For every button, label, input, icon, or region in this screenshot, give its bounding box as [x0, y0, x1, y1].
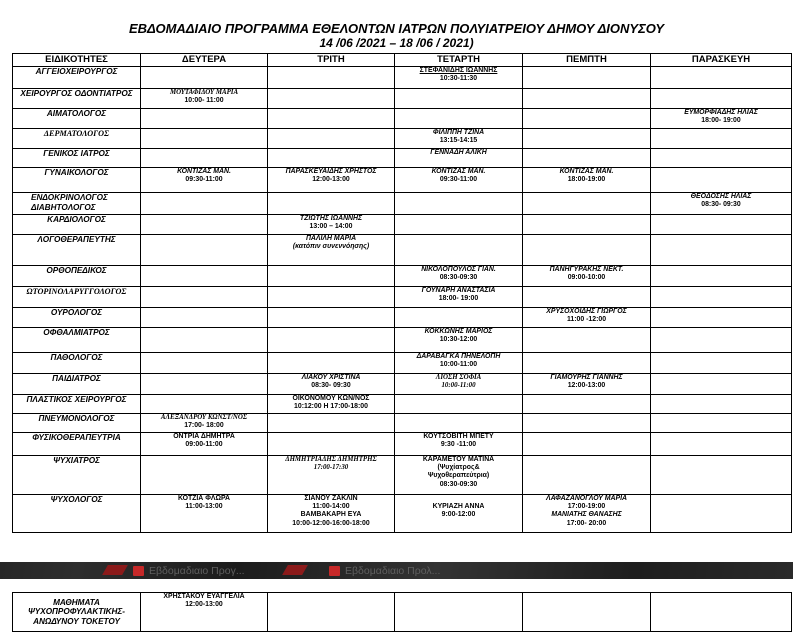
table-row	[13, 414, 792, 433]
schedule-cell	[395, 433, 523, 456]
schedule-cell	[523, 89, 651, 109]
specialty-cell: ΕΝΔΟΚΡΙΝΟΛΟΓΟΣ ΔΙΑΒΗΤΟΛΟΓΟΣ	[13, 193, 141, 215]
pdf-icon	[133, 566, 144, 576]
schedule-entry: 17:00-19:00	[567, 503, 606, 511]
schedule-entry: 13:15-14:15	[439, 137, 478, 145]
table-row	[13, 287, 792, 308]
schedule-cell	[523, 456, 651, 495]
schedule-entry: ΚΥΡΙΑΖΗ ΑΝΝΑ	[432, 503, 485, 511]
schedule-cell	[395, 495, 523, 533]
schedule-entry: 11:00-13:00	[185, 503, 223, 511]
specialty-cell: ΔΕΡΜΑΤΟΛΟΓΟΣ	[13, 129, 141, 149]
schedule-cell	[395, 593, 523, 632]
schedule-cell	[651, 308, 792, 328]
specialty-cell: ΟΥΡΟΛΟΓΟΣ	[13, 308, 141, 328]
schedule-cell	[523, 193, 651, 215]
schedule-cell	[651, 215, 792, 235]
schedule-entry	[396, 495, 521, 503]
schedule-entry: ΓΕΝΝΑΔΗ ΑΛΙΚΗ	[430, 149, 487, 156]
specialty-cell: ΠΑΙΔΙΑΤΡΟΣ	[13, 374, 141, 395]
schedule-cell	[523, 149, 651, 168]
schedule-cell	[523, 328, 651, 353]
schedule-cell	[523, 287, 651, 308]
specialty-line: ΑΝΩΔΥΝΟΥ ΤΟΚΕΤΟΥ	[33, 616, 120, 626]
header-specialties: ΕΙΔΙΚΟΤΗΤΕΣ	[13, 54, 141, 67]
pdf-icon	[329, 566, 340, 576]
schedule-cell	[523, 266, 651, 287]
schedule-cell	[268, 193, 395, 215]
schedule-cell	[395, 67, 523, 89]
schedule-cell	[523, 395, 651, 414]
schedule-entry: ΚΟΚΚΩΝΗΣ ΜΑΡΙΟΣ	[424, 328, 493, 335]
table-row	[13, 129, 792, 149]
specialty-cell: ΨΥΧΟΛΟΓΟΣ	[13, 495, 141, 533]
schedule-entry: ΓΟΥΝΑΡΗ ΑΝΑΣΤΑΣΙΑ	[421, 287, 496, 294]
specialty-cell: ΛΟΓΟΘΕΡΑΠΕΥΤΗΣ	[13, 235, 141, 266]
schedule-cell	[395, 168, 523, 193]
schedule-entry: 08:30- 09:30	[311, 382, 351, 390]
schedule-cell	[141, 109, 268, 129]
schedule-cell	[651, 109, 792, 129]
schedule-cell	[141, 89, 268, 109]
schedule-entry: 10:00-11:00	[441, 382, 476, 390]
table-row	[13, 374, 792, 395]
schedule-entry: 08:30- 09:30	[701, 201, 741, 209]
table-row	[13, 89, 792, 109]
schedule-entry: ΚΟΝΤΙΖΑΣ ΜΑΝ.	[431, 168, 486, 175]
taskbar-overlay	[0, 562, 793, 579]
schedule-cell	[268, 414, 395, 433]
schedule-cell	[395, 266, 523, 287]
taskbar-item[interactable]	[133, 564, 245, 577]
table-row	[13, 495, 792, 533]
header-thursday: ΠΕΜΠΤΗ	[523, 54, 651, 67]
schedule-entry: 17:00-17:30	[313, 464, 349, 472]
specialty-cell: ΦΥΣΙΚΟΘΕΡΑΠΕΥΤΡΙΑ	[13, 433, 141, 456]
schedule-cell	[141, 374, 268, 395]
schedule-cell	[523, 308, 651, 328]
schedule-entry: ΤΖΙΩΤΗΣ ΙΩΑΝΝΗΣ	[299, 215, 363, 222]
specialty-line: ΨΥΧΟΠΡΟΦΥΛΑΚΤΙΚΗΣ-	[27, 607, 126, 617]
schedule-cell	[651, 593, 792, 632]
schedule-entry: ΛΙΑΚΟΥ ΧΡΙΣΤΙΝΑ	[301, 374, 361, 381]
schedule-entry: (κατόπιν συνεννόησης)	[292, 243, 370, 251]
schedule-cell	[395, 89, 523, 109]
specialty-cell: ΨΥΧΙΑΤΡΟΣ	[13, 456, 141, 495]
schedule-entry: ΟΙΚΟΝΟΜΟΥ ΚΩΝ/ΝΟΣ	[292, 395, 370, 402]
schedule-cell	[651, 495, 792, 533]
schedule-cell	[141, 168, 268, 193]
schedule-cell	[268, 433, 395, 456]
table-row	[13, 266, 792, 287]
table-header-row	[13, 54, 792, 67]
schedule-cell	[651, 129, 792, 149]
schedule-cell	[268, 109, 395, 129]
schedule-entry: ΛΙΟΣΗ ΣΟΦΙΑ	[435, 374, 482, 381]
schedule-entry: 10:00-12:00-16:00-18:00	[292, 519, 370, 527]
schedule-cell	[141, 215, 268, 235]
schedule-cell	[651, 433, 792, 456]
table-row	[13, 395, 792, 414]
schedule-cell	[268, 308, 395, 328]
specialty-cell: ΟΦΘΑΛΜΙΑΤΡΟΣ	[13, 328, 141, 353]
schedule-entry: 09:00-11:00	[185, 441, 223, 449]
schedule-cell	[523, 235, 651, 266]
schedule-entry: ΝΙΚΟΛΟΠΟΥΛΟΣ ΓΙΑΝ.	[421, 266, 496, 273]
schedule-cell	[395, 456, 523, 495]
schedule-entry: ΠΑΡΑΣΚΕΥΑΙΔΗΣ ΧΡΗΣΤΟΣ	[285, 168, 377, 175]
specialty-cell: ΟΡΘΟΠΕΔΙΚΟΣ	[13, 266, 141, 287]
schedule-entry: 08:30-09:30	[439, 480, 478, 488]
schedule-cell	[141, 593, 268, 632]
header-friday: ΠΑΡΑΣΚΕΥΗ	[651, 54, 792, 67]
table-row	[13, 235, 792, 266]
schedule-cell	[141, 495, 268, 533]
schedule-cell	[141, 395, 268, 414]
schedule-entry: ΛΑΦΑΖΑΝΟΓΛΟΥ ΜΑΡΙΑ	[546, 495, 627, 502]
schedule-entry: 13:00 – 14:00	[309, 223, 353, 231]
schedule-entry: ΔΑΡΑΒΑΓΚΑ ΠΗΝΕΛΟΠΗ	[416, 353, 501, 360]
schedule-cell	[141, 414, 268, 433]
schedule-cell	[395, 235, 523, 266]
schedule-cell	[651, 374, 792, 395]
schedule-cell	[268, 395, 395, 414]
header-monday: ΔΕΥΤΕΡΑ	[141, 54, 268, 67]
schedule-entry: 18:00-19:00	[567, 176, 606, 184]
schedule-entry: Ψυχοθεραπεύτρια)	[427, 472, 490, 480]
schedule-cell	[395, 215, 523, 235]
schedule-cell	[523, 353, 651, 374]
schedule-cell	[141, 456, 268, 495]
schedule-entry: ΔΗΜΗΤΡΙΑΔΗΣ ΔΗΜΗΤΡΗΣ	[285, 456, 377, 463]
schedule-entry: 9:00-12:00	[441, 511, 476, 519]
table-row	[13, 433, 792, 456]
schedule-cell	[651, 266, 792, 287]
schedule-cell	[141, 287, 268, 308]
schedule-cell	[523, 593, 651, 632]
date-range: 14 /06 /2021 – 18 /06 / 2021)	[319, 36, 474, 50]
taskbar-item-label: Εβδομαδιαιο Προγ...	[149, 564, 245, 577]
specialty-cell: ΑΙΜΑΤΟΛΟΓΟΣ	[13, 109, 141, 129]
specialty-cell: ΠΑΘΟΛΟΓΟΣ	[13, 353, 141, 374]
schedule-cell	[523, 495, 651, 533]
schedule-entry: 17:00- 18:00	[184, 422, 224, 430]
specialty-cell: ΑΓΓΕΙΟΧΕΙΡΟΥΡΓΟΣ	[13, 67, 141, 89]
specialty-cell: ΩΤΟΡΙΝΟΛΑΡΥΓΓΟΛΟΓΟΣ	[13, 287, 141, 308]
table-row	[13, 215, 792, 235]
schedule-entry: ΘΕΟΔΟΣΗΣ ΗΛΙΑΣ	[690, 193, 752, 200]
table-row	[13, 456, 792, 495]
schedule-cell	[268, 266, 395, 287]
schedule-entry: ΦΙΛΙΠΠΗ ΤΖΙΝΑ	[432, 129, 485, 136]
schedule-cell	[268, 593, 395, 632]
schedule-cell	[268, 353, 395, 374]
schedule-cell	[141, 149, 268, 168]
schedule-cell	[268, 495, 395, 533]
schedule-entry: ΚΑΡΑΜΕΤΟΥ ΜΑΤΙΝΑ	[422, 456, 495, 463]
schedule-entry: ΟΝΤΡΙΑ ΔΗΜΗΤΡΑ	[173, 433, 235, 440]
schedule-entry: ΕΥΜΟΡΦΙΑΔΗΣ ΗΛΙΑΣ	[684, 109, 758, 116]
table-row	[13, 109, 792, 129]
schedule-entry: 10:00- 11:00	[184, 97, 224, 105]
schedule-cell	[523, 374, 651, 395]
schedule-cell	[268, 129, 395, 149]
schedule-entry: 09:00-10:00	[567, 274, 606, 282]
schedule-cell	[268, 149, 395, 168]
schedule-entry: 18:00- 19:00	[438, 295, 479, 303]
taskbar-item[interactable]	[329, 564, 440, 577]
schedule-cell	[523, 67, 651, 89]
schedule-entry: 12:00-13:00	[567, 382, 606, 390]
schedule-entry: ΧΡΥΣΟΧΟΙΔΗΣ ΓΙΩΡΓΟΣ	[546, 308, 627, 315]
special-classes-table	[12, 592, 792, 632]
schedule-cell	[141, 266, 268, 287]
schedule-entry: ΠΑΛΙΛΗ ΜΑΡΙΑ	[305, 235, 357, 242]
schedule-cell	[395, 374, 523, 395]
schedule-cell	[395, 353, 523, 374]
schedule-cell	[141, 433, 268, 456]
schedule-entry: ΣΙΑΝΟΥ ΖΑΚΛΙΝ	[304, 495, 358, 502]
special-classes-body	[13, 593, 792, 632]
schedule-entry: ΚΟΥΤΣΟΒΙΤΗ ΜΠΕΤΥ	[423, 433, 494, 440]
schedule-entry: (Ψυχίατρος&	[437, 464, 480, 472]
schedule-cell	[651, 168, 792, 193]
schedule-cell	[268, 235, 395, 266]
schedule-cell	[651, 353, 792, 374]
schedule-body	[13, 67, 792, 533]
schedule-entry: 12:00-13:00	[312, 176, 350, 184]
specialty-cell: ΓΕΝΙΚΟΣ ΙΑΤΡΟΣ	[13, 149, 141, 168]
schedule-cell	[268, 456, 395, 495]
table-row	[13, 193, 792, 215]
schedule-entry: 10:00-11:00	[439, 361, 478, 369]
schedule-cell	[651, 287, 792, 308]
schedule-cell	[523, 433, 651, 456]
schedule-cell	[395, 109, 523, 129]
table-row	[13, 328, 792, 353]
schedule-cell	[395, 395, 523, 414]
schedule-entry: 12:00-13:00	[185, 601, 223, 609]
taskbar-item-label: Εβδομαδιαιο Προλ...	[345, 564, 441, 577]
schedule-cell	[651, 149, 792, 168]
schedule-cell	[141, 235, 268, 266]
schedule-entry: 18:00- 19:00	[701, 117, 741, 125]
schedule-cell	[395, 129, 523, 149]
table-row	[13, 67, 792, 89]
specialty-cell	[13, 593, 141, 632]
schedule-cell	[141, 308, 268, 328]
page-title: ΕΒΔΟΜΑΔΙΑΙΟ ΠΡΟΓΡΑΜΜΑ ΕΘΕΛΟΝΤΩΝ ΙΑΤΡΩΝ ΠΟΛΥΙΑΤΡΕΙΟΥ ΔΗΜΟΥ ΔΙΟΝΥΣΟΥ	[128, 21, 665, 36]
schedule-table	[12, 53, 792, 533]
schedule-cell	[523, 215, 651, 235]
schedule-cell	[523, 129, 651, 149]
schedule-cell	[268, 374, 395, 395]
schedule-cell	[651, 67, 792, 89]
table-row	[13, 149, 792, 168]
schedule-cell	[651, 456, 792, 495]
specialty-cell: ΓΥΝΑΙΚΟΛΟΓΟΣ	[13, 168, 141, 193]
schedule-entry: ΧΡΗΣΤΑΚΟΥ ΕΥΑΓΓΕΛΙΑ	[163, 593, 245, 600]
schedule-cell	[523, 109, 651, 129]
schedule-cell	[651, 328, 792, 353]
specialty-cell: ΠΛΑΣΤΙΚΟΣ ΧΕΙΡΟΥΡΓΟΣ	[13, 395, 141, 414]
schedule-entry: 09:30-11:00	[185, 176, 223, 184]
schedule-cell	[651, 414, 792, 433]
schedule-entry: 08:30-09:30	[439, 274, 478, 282]
schedule-entry: ΠΑΝΗΓΥΡΑΚΗΣ ΝΕΚΤ.	[549, 266, 624, 273]
header-tuesday: ΤΡΙΤΗ	[268, 54, 395, 67]
table-row	[13, 308, 792, 328]
specialty-cell: ΠΝΕΥΜΟΝΟΛΟΓΟΣ	[13, 414, 141, 433]
schedule-cell	[141, 353, 268, 374]
schedule-cell	[141, 67, 268, 89]
schedule-cell	[268, 67, 395, 89]
schedule-cell	[268, 215, 395, 235]
schedule-entry: 09:30-11:00	[439, 176, 478, 184]
specialty-line: ΜΑΘΗΜΑΤΑ	[53, 597, 100, 607]
schedule-cell	[141, 193, 268, 215]
schedule-cell	[651, 395, 792, 414]
table-row	[13, 353, 792, 374]
schedule-cell	[395, 414, 523, 433]
schedule-cell	[651, 235, 792, 266]
schedule-entry: ΚΟΤΖΙΑ ΦΛΩΡΑ	[177, 495, 231, 502]
schedule-cell	[651, 193, 792, 215]
schedule-cell	[141, 129, 268, 149]
schedule-entry: ΓΙΑΜΟΥΡΗΣ ΓΙΑΝΝΗΣ	[550, 374, 623, 381]
schedule-entry: 11:00 -12:00	[566, 316, 607, 324]
schedule-entry: 10:30-12:00	[439, 336, 478, 344]
schedule-entry: ΑΛΕΞΑΝΔΡΟΥ ΚΩΝΣΤ/ΝΟΣ	[160, 414, 248, 421]
schedule-entry: 11:00-14:00	[312, 503, 350, 511]
schedule-cell	[523, 414, 651, 433]
specialty-cell: ΚΑΡΔΙΟΛΟΓΟΣ	[13, 215, 141, 235]
schedule-cell	[395, 287, 523, 308]
schedule-entry: ΚΟΝΤΙΖΑΣ ΜΑΝ.	[177, 168, 231, 175]
schedule-cell	[395, 149, 523, 168]
schedule-entry: ΚΟΝΤΙΖΑΣ ΜΑΝ.	[559, 168, 614, 175]
table-row	[13, 593, 792, 632]
schedule-entry: ΣΤΕΦΑΝΙΔΗΣ ΙΩΑΝΝΗΣ	[419, 67, 498, 74]
schedule-entry: ΒΑΜΒΑΚΑΡΗ ΕΥΑ	[300, 511, 362, 519]
schedule-cell	[141, 328, 268, 353]
schedule-cell	[268, 168, 395, 193]
schedule-entry: 9:30 -11:00	[440, 441, 477, 449]
schedule-cell	[395, 193, 523, 215]
schedule-cell	[395, 328, 523, 353]
schedule-entry: 10:30-11:30	[439, 75, 478, 83]
header-wednesday: ΤΕΤΑΡΤΗ	[395, 54, 523, 67]
schedule-entry: ΜΑΝΙΑΤΗΣ ΘΑΝΑΣΗΣ	[551, 511, 622, 519]
schedule-cell	[651, 89, 792, 109]
schedule-cell	[523, 168, 651, 193]
specialty-cell: ΧΕΙΡΟΥΡΓΟΣ ΟΔΟΝΤΙΑΤΡΟΣ	[13, 89, 141, 109]
table-row	[13, 168, 792, 193]
schedule-cell	[268, 287, 395, 308]
schedule-cell	[268, 89, 395, 109]
schedule-cell	[268, 328, 395, 353]
schedule-entry: 10:12:00 Η 17:00-18:00	[294, 403, 368, 411]
schedule-entry: ΜΟΥΤΑΦΙΔΟΥ ΜΑΡΙΑ	[169, 89, 239, 96]
schedule-entry: 17:00- 20:00	[566, 519, 607, 527]
schedule-cell	[395, 308, 523, 328]
